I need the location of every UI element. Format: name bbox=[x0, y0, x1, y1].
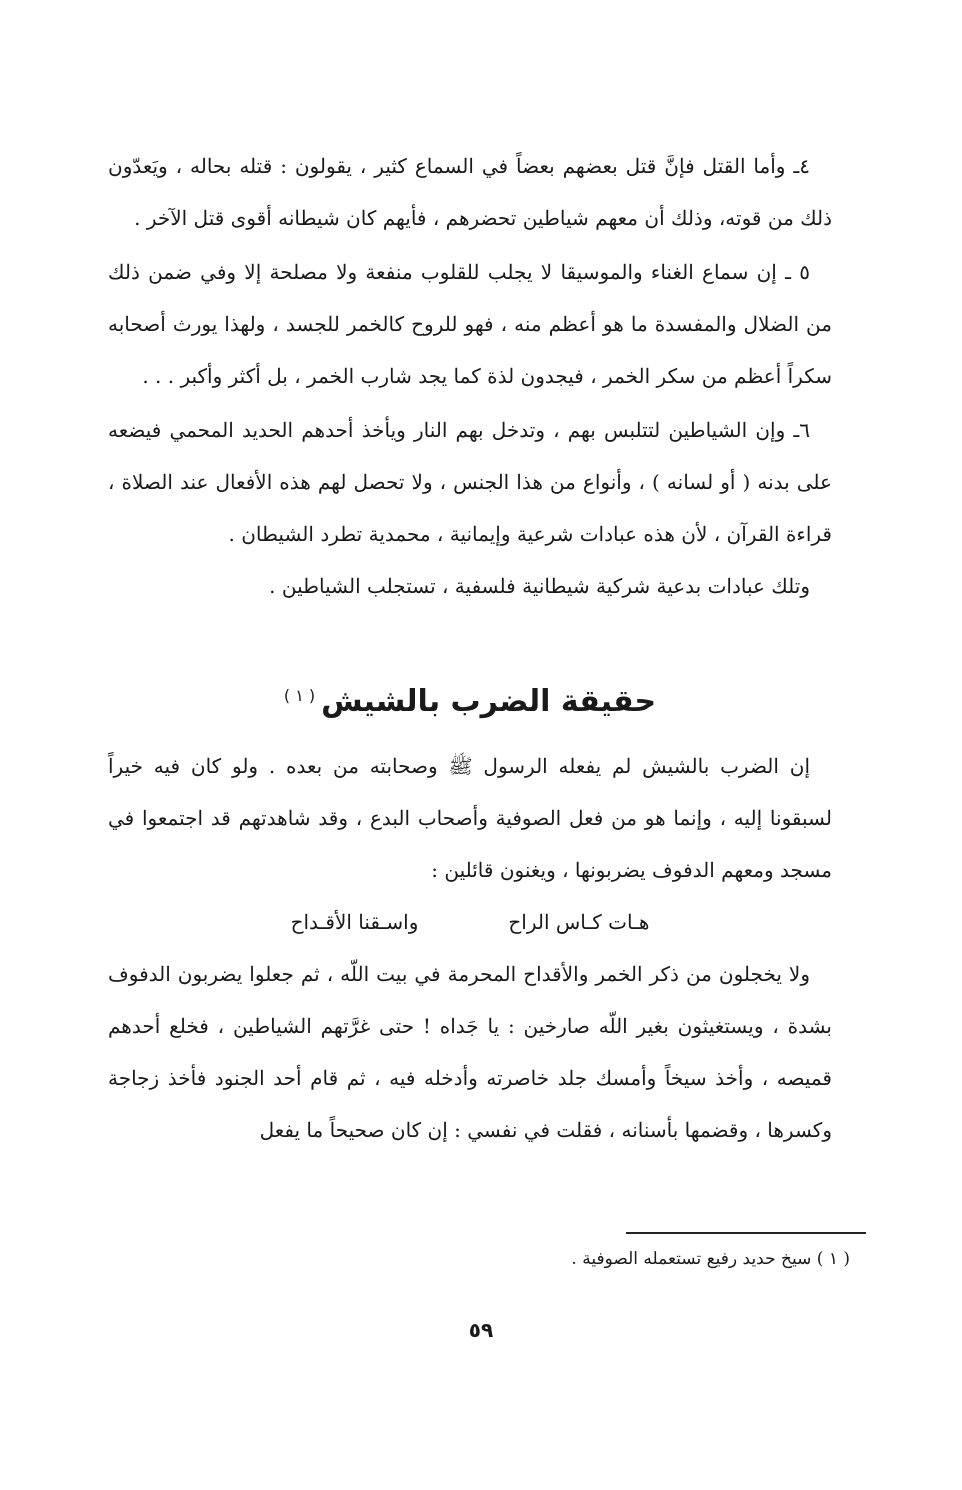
paragraph-5: ٥ ـ إن سماع الغناء والموسيقا لا يجلب للقلوب منفعة ولا مصلحة إلا وفي ضمن ذلك من الضلال والمفسدة ما هو أعظم منه ، فهو للروح كالخمر للجسد ، ولهذا يورث أصحابه سكراً أعظم من سكر الخمر ، فيجدون لذة كما يجد شارب الخمر ، بل أكثر وأكبر . . . bbox=[108, 260, 832, 388]
page-body bbox=[108, 140, 832, 1156]
page-number: ٥٩ bbox=[468, 1318, 494, 1342]
paragraph-shish-description: ولا يخجلون من ذكر الخمر والأقداح المحرمة في بيت اللّه ، ثم جعلوا يضربون الدفوف بشدة ، ويستغيثون بغير اللّه صارخين : يا جَداه ! حتى غرَّتهم الشياطين ، فخلع أحدهم قميصه ، وأخذ سيخاً وأمسك جلد خاصرته وأدخله فيه ، ثم قام أحد الجنود فأخذ زجاجة وكسرها ، وقضمها بأسنانه ، فقلت في نفسي : إن كان صحيحاً ما يفعل bbox=[108, 962, 832, 1142]
paragraph-6: ٦ـ وإن الشياطين لتتلبس بهم ، وتدخل بهم النار ويأخذ أحدهم الحديد المحمي فيضعه على بدنه ( أو لسانه ) ، وأنواع من هذا الجنس ، ولا تحصل لهم هذه الأفعال عند الصلاة ، قراءة القرآن ، لأن هذه عبادات شرعية وإيمانية ، محمدية تطرد الشيطان . bbox=[108, 418, 832, 546]
section-heading bbox=[108, 682, 832, 722]
poem-second-half: واسـقنا الأقـداح bbox=[290, 910, 419, 934]
footnote-separator bbox=[626, 1232, 866, 1234]
paragraph-conclusion: وتلك عبادات بدعية شركية شيطانية فلسفية ، تستجلب الشياطين . bbox=[269, 574, 810, 598]
paragraph-4: ٤ـ وأما القتل فإنَّ قتل بعضهم بعضاً في السماع كثير ، يقولون : قتله بحاله ، ويَعدّون ذلك من قوته، وذلك أن معهم شياطين تحضرهم ، فأيهم كان شيطانه أقوى قتل الآخر . bbox=[108, 154, 832, 230]
poem-verse bbox=[108, 896, 832, 948]
paragraph-shish-intro: إن الضرب بالشيش لم يفعله الرسول ﷺ وصحابته من بعده . ولو كان فيه خيراً لسبقونا إليه ، وإنما هو من فعل الصوفية وأصحاب البدع ، وقد شاهدتهم قد اجتمعوا في مسجد ومعهم الدفوف يضربونها ، ويغنون قائلين : bbox=[108, 754, 832, 882]
section-heading-title: حقيقة الضرب بالشيش bbox=[321, 684, 657, 719]
poem-first-half: هـات كـاس الراح bbox=[508, 910, 650, 934]
footnote-text: ( ١ ) سيخ حديد رفيع تستعمله الصوفية . bbox=[571, 1249, 850, 1269]
footnote-marker: ( ١ ) bbox=[283, 686, 316, 705]
